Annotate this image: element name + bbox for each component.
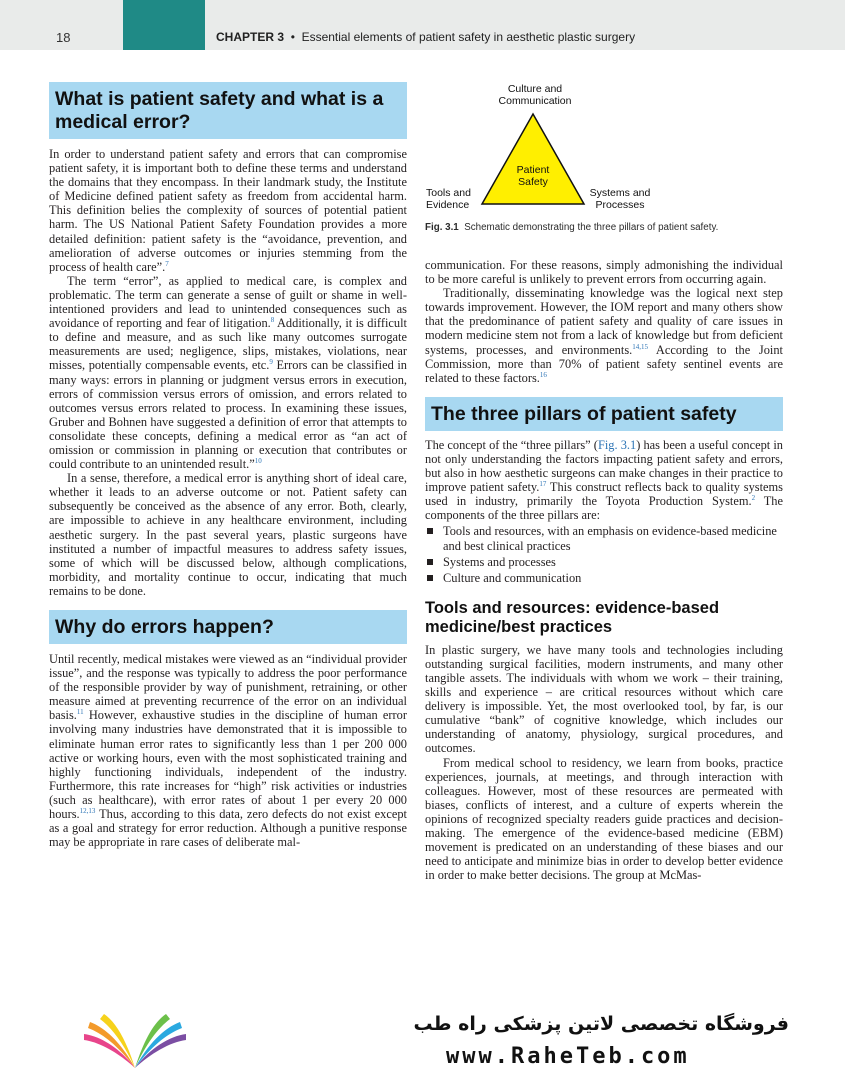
bullet-square-icon	[427, 528, 433, 534]
paragraph-text: Additionally, it is difficult to define and measure, and as such like many outcomes surrogate measurements are used; negligence, slips, mistakes, violations, near misses, potentially compensable events, etc.	[49, 316, 407, 373]
citation[interactable]: 11	[76, 708, 84, 717]
page-header	[0, 0, 845, 50]
list-item-text: Culture and communication	[443, 570, 582, 585]
citation[interactable]: 9	[269, 358, 273, 367]
right-column	[425, 258, 783, 882]
citation[interactable]: 16	[539, 370, 547, 379]
citation[interactable]: 17	[539, 480, 547, 488]
citation[interactable]: 7	[165, 259, 169, 268]
paragraph-text: Until recently, medical mistakes were viewed as an “individual provider issue”, and the response was typically to address the poor performance of the responsible provider by way of punishment, retraining, or other measure aimed at preventing recurrence of the error on an individual basis.	[49, 652, 407, 723]
pillars-list	[425, 524, 783, 584]
citation[interactable]: 8	[270, 316, 275, 324]
citation[interactable]: 12,13	[79, 806, 96, 815]
watermark-band	[0, 992, 845, 1080]
heading-line: Tools and resources: evidence-based	[425, 598, 720, 617]
paragraph: From medical school to residency, we learn from books, practice experiences, journals, at meetings, and through interaction with colleagues. However, most of these resources are permeated with biases, conflicts of interest, and a culture of experts wherein the opinions of recognized specialty readers guide practices and decision-making. The emergence of the evidence-based medicine (EBM) movement is predicated on an understanding of these biases and our need to anticipate and minimize bias in order to develop better evidence in order to make better decisions. The group at McMas-	[425, 755, 783, 883]
paragraph-text: According to the Joint Commission, more than 70% of patient safety sentinel events are related to these factors.	[425, 342, 783, 385]
heading-line: The three pillars of patient safety	[431, 402, 737, 425]
citation[interactable]: 14,15	[632, 342, 648, 351]
heading-line: What is patient safety and what is a	[55, 88, 384, 110]
label-line: Safety	[518, 176, 548, 188]
store-url[interactable]: www.RaheTeb.com	[446, 1044, 690, 1069]
label-line: Systems and	[589, 187, 651, 199]
list-item	[425, 571, 783, 585]
paragraph-text: Thus, according to this data, zero defects do not exist except as a goal and strategy for error reduction. Although a punitive response may be appropriate in rare cases of deliberate mal-	[49, 807, 407, 850]
list-item	[425, 555, 783, 569]
heading-line: medical error?	[55, 111, 191, 133]
paragraph	[425, 438, 783, 523]
label-line: Communication	[498, 95, 572, 107]
section-heading-why-do-errors-happen	[49, 610, 407, 644]
paragraph	[425, 286, 783, 385]
label-line: Evidence	[426, 199, 470, 211]
citation[interactable]: 10	[254, 456, 262, 465]
chapter-label: CHAPTER 3	[216, 30, 285, 44]
citation[interactable]: 2	[751, 494, 756, 503]
paragraph	[49, 274, 407, 471]
figure-label-culture	[480, 83, 590, 107]
paragraph-text: The term “error”, as applied to medical care, is complex and problematic. The term can generate a sense of guilt or shame in well-intentioned providers and lead to unintended consequences such as avoidance of reporting and fear of litigation.	[49, 273, 407, 331]
caption-text: Schematic demonstrating the three pillars of patient safety.	[464, 222, 719, 233]
chapter-title: Essential elements of patient safety in aesthetic plastic surgery	[301, 30, 636, 44]
list-item-text: Systems and processes	[443, 554, 556, 569]
patient-safety-triangle	[480, 112, 586, 206]
section-heading-what-is-patient-safety	[49, 82, 407, 139]
section-heading-three-pillars	[425, 397, 783, 431]
paragraph	[49, 147, 407, 274]
figure-label-systems	[584, 187, 656, 211]
figure-caption	[425, 222, 785, 233]
figure-link[interactable]: Fig. 3.1	[597, 437, 637, 452]
paragraph-text: ) has been a useful concept in not only understanding the factors impacting patient safety and errors, but also in how aesthetic surgeons can make changes in their practice to improve patient safety.	[425, 437, 783, 495]
paragraph: communication. For these reasons, simply admonishing the individual to be more careful is unlikely to prevent errors from occurring again.	[425, 258, 783, 287]
bullet-square-icon	[427, 559, 433, 565]
store-name-persian: فروشگاه تخصصی لاتین پزشکی راه طب	[413, 1013, 789, 1035]
label-line: Processes	[595, 199, 645, 211]
paragraph-text: However, exhaustive studies in the discipline of human error involving many industries have demonstrated that it is impossible to eliminate human error rates to significantly less than 1 per 200 000 active or working hours, even with the most sophisticated training and highly functioning individuals, independent of the industry. Furthermore, this rate increases for “high” risk activities or industries (such as healthcare), with error rates of about 1 per every 20 000 hours.	[49, 708, 407, 822]
header-accent-block	[123, 0, 205, 50]
paragraph-text: In order to understand patient safety and errors that can compromise patient safety, it is important both to define these terms and understand the domains that they encompass. In their landmark study, the Institute of Medicine defined patient safety as freedom from accidental harm. This definition belies the complexity of sources of potential patient harm. The US National Patient Safety Foundation provides a more detailed definition: patient safety is the “avoidance, prevention, and amelioration of adverse outcomes or injuries stemming from the process of health care”.	[49, 147, 407, 274]
bullet-square-icon	[427, 575, 433, 581]
paragraph: In plastic surgery, we have many tools and technologies including outstanding surgical facilities, modern instruments, and many other tangible assets. The individuals with whom we work – their training, skills and experience – are critical resources without which care delivery is impossible. Yet, the most overlooked tool, by far, is our cumulative “bank” of cognitive knowledge, which includes our understanding of anatomy, physiology, surgical procedures, and outcomes.	[425, 642, 783, 756]
left-column	[49, 82, 407, 849]
figure-label-tools	[426, 187, 478, 211]
caption-label: Fig. 3.1	[425, 222, 459, 233]
page-number: 18	[56, 30, 71, 45]
paragraph-text: The components of the three pillars are:	[425, 494, 783, 523]
heading-line: Why do errors happen?	[55, 616, 274, 638]
paragraph: In a sense, therefore, a medical error is anything short of ideal care, whether it leads to an adverse outcome or not. Patient safety can subsequently be conceived as the absence of any error. Both, clearly, are impossible to achieve in any healthcare environment, including aesthetic surgery. In the past several years, plastic surgeons have instituted a number of impactful measures to address safety issues, some of which will be discussed below, although complications, morbidity, and mortality continue to occur, indicating that much remains to be done.	[49, 471, 407, 598]
triangle-shape	[482, 114, 584, 204]
label-line: Tools and	[426, 187, 471, 199]
heading-line: medicine/best practices	[425, 617, 613, 636]
label-line: Patient	[516, 164, 550, 176]
paragraph	[49, 652, 407, 849]
list-item	[425, 524, 783, 552]
header-bullet: •	[290, 30, 295, 44]
figure-label-patient-safety	[503, 164, 563, 188]
list-item-text: Tools and resources, with an emphasis on evidence-based medicine and best clinical practices	[443, 524, 777, 553]
label-line: Culture and	[507, 83, 563, 95]
paragraph-text: Errors can be classified in many ways: errors in planning or judgment versus errors in execution, errors of commission versus errors of omission, and errors related to outcomes versus errors related to process. In examining these issues, Gruber and Bohnen have suggested a definition of error that attempts to consolidate these concepts, defining a medical error as “an act of omission or commission in planning or execution that contributes or could contribute to an unintended result.”	[49, 358, 407, 472]
subsection-heading-tools-and-resources	[425, 599, 783, 637]
paragraph-text: The concept of the “three pillars” (	[425, 437, 598, 452]
paragraph-text: Traditionally, disseminating knowledge was the logical next step towards improvement. However, the IOM report and many others show that the predominance of patient safety and quality of care issues in modern medicine stem not from a lack of knowledge but from deficient systems, processes, and environments.	[425, 286, 783, 357]
paragraph-text: This construct reflects back to quality systems used in industry, primarily the Toyota Production System.	[425, 480, 783, 509]
running-title	[216, 30, 635, 44]
book-logo-icon	[80, 1010, 190, 1072]
